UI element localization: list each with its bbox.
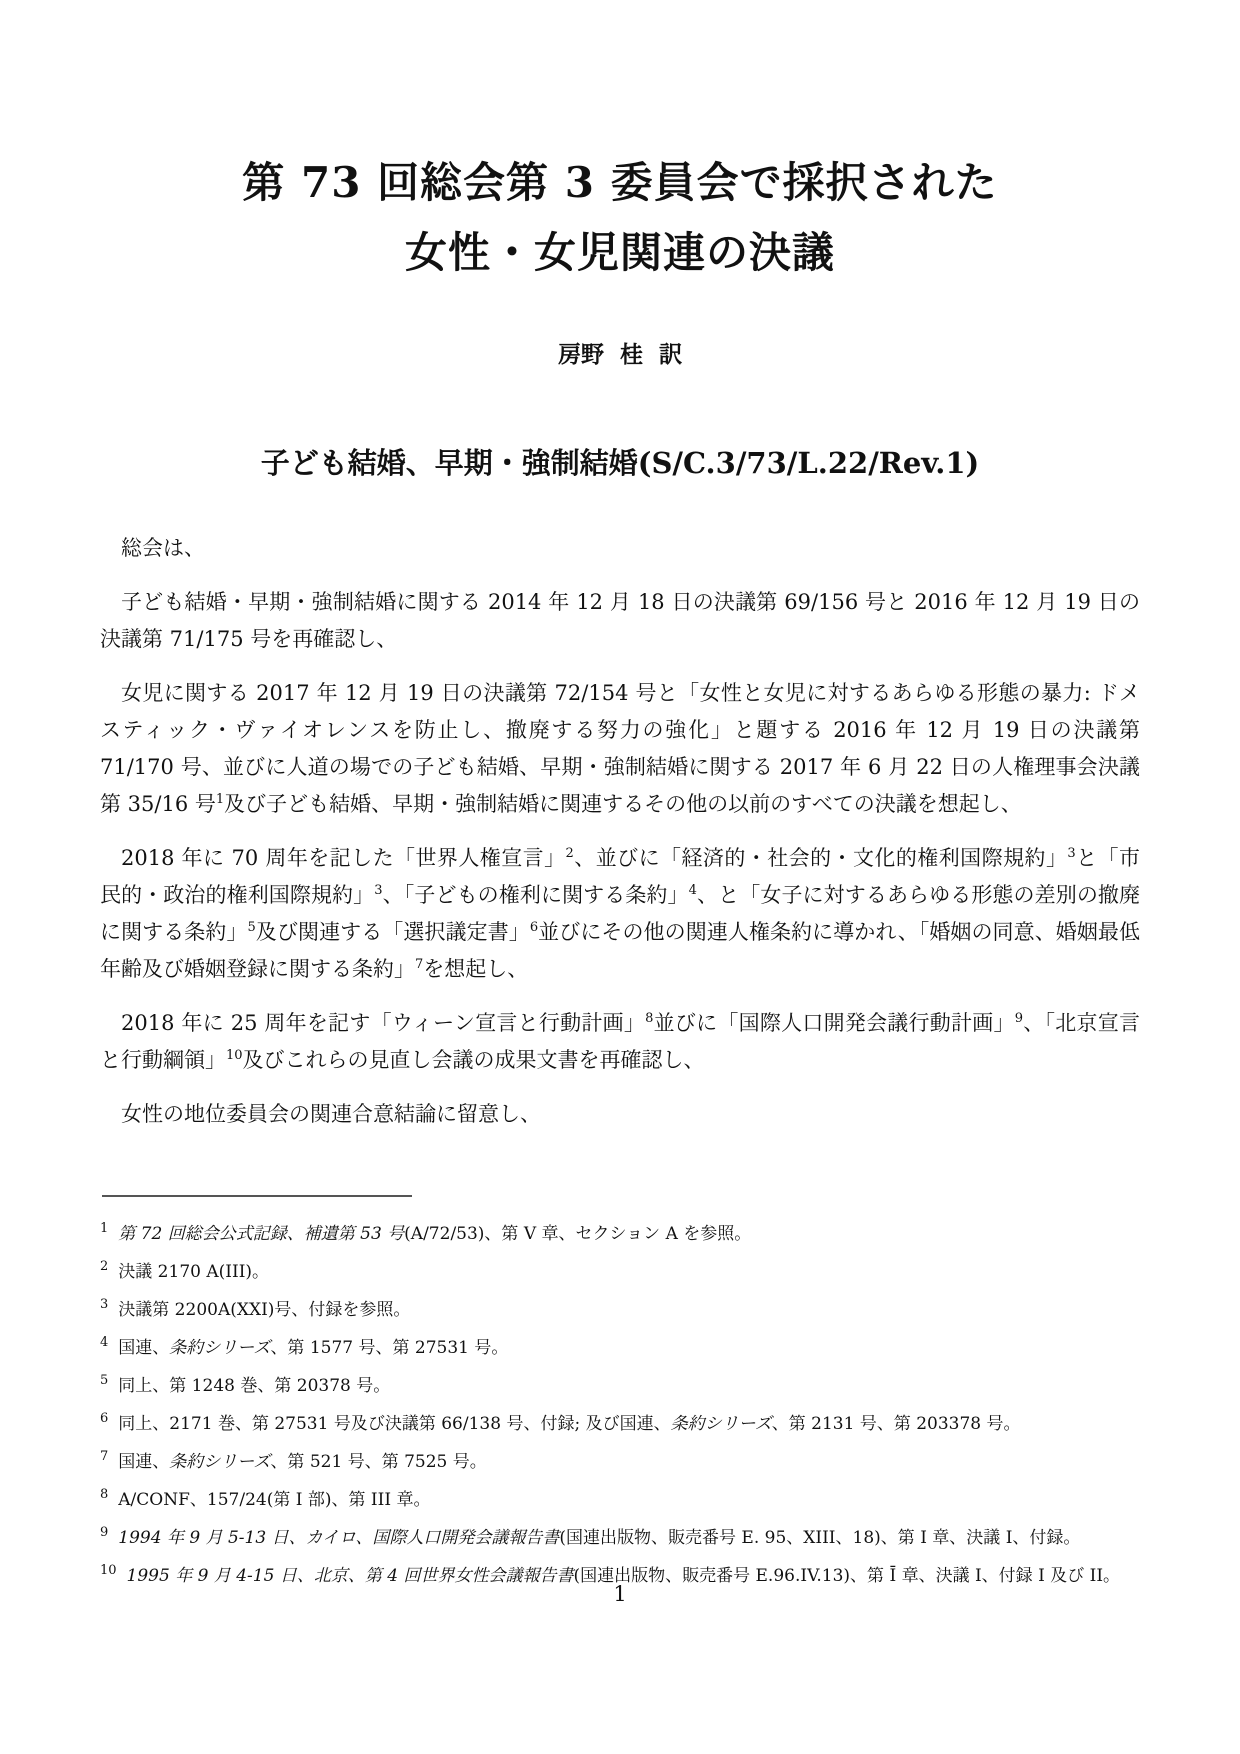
resolution-heading: 子ども結婚、早期・強制結婚(S/C.3/73/L.22/Rev.1) — [260, 446, 980, 480]
footnote-marker: 5 — [100, 1373, 109, 1389]
translator-credit: 房野 桂 訳 — [557, 341, 682, 368]
text-run: と「市民的・政治的権利国際規約」 — [100, 846, 1140, 907]
text-run: 、と「女子に対するあらゆる形態の差別の撤廃に関する条約」 — [100, 883, 1141, 944]
italic-text: 第 72 回総会公式記録、補遺第 53 号 — [118, 1224, 405, 1244]
footnote-item — [100, 1337, 1140, 1360]
text-run: (国連出版物、販売番号 E. 95、XIII、18)、第 I 章、決議 I、付録。 — [559, 1528, 1081, 1548]
footnote-marker: 1 — [100, 1221, 109, 1237]
resolution-body — [100, 530, 1140, 1133]
footnote-ref: 9 — [1014, 1011, 1024, 1026]
footnote-marker: 2 — [100, 1259, 109, 1275]
italic-text: 1995 年 9 月 4-15 日、北京、第 4 回世界女性会議報告書 — [126, 1566, 574, 1586]
text-run: 2018 年に 25 周年を記す「ウィーン宣言と行動計画」 — [121, 1011, 646, 1035]
footnote-item — [100, 1261, 1140, 1284]
footnote-item — [100, 1223, 1140, 1246]
footnote-item — [100, 1413, 1140, 1436]
footnote-ref: 6 — [529, 920, 539, 935]
text-run: 並びに「国際人口開発会議行動計画」 — [653, 1011, 1015, 1035]
italic-text: 条約シリーズ — [169, 1452, 271, 1472]
footnote-ref: 10 — [226, 1048, 243, 1063]
footnote-marker: 6 — [100, 1411, 109, 1427]
text-run: 、並びに「経済的・社会的・文化的権利国際規約」 — [573, 846, 1068, 870]
italic-text: 1994 年 9 月 5-13 日、カイロ、国際人口開発会議報告書 — [118, 1528, 560, 1548]
paragraph — [100, 1096, 1140, 1133]
footnote-ref: 7 — [415, 957, 424, 972]
text-run: 並びにその他の関連人権条約に導かれ、「婚姻の同意、婚姻最低年齢及び婚姻登録に関する条約」 — [100, 920, 1140, 981]
italic-text: 条約シリーズ — [670, 1414, 772, 1434]
footnote-ref: 3 — [1067, 846, 1076, 861]
text-run: A/CONF、157/24(第 I 部)、第 III 章。 — [118, 1490, 431, 1510]
text-run: 女児に関する 2017 年 12 月 19 日の決議第 72/154 号と「女性と女児に対するあらゆる形態の暴力: ドメスティック・ヴァイオレンスを防止し、撤廃する努力の強化」と題する 2016 年 12 月 19 日の決議第 71/170 号、並びに人道の場での子ども結婚、早期・強制結婚に関する 2017 年 6 月 22 日の人権理事会決議第 35/16 号 — [100, 681, 1140, 816]
footnote-marker: 10 — [100, 1563, 117, 1579]
footnote-marker: 8 — [100, 1487, 109, 1503]
footnote-item — [100, 1489, 1140, 1512]
text-run: 同上、第 1248 巻、第 20378 号。 — [118, 1376, 391, 1396]
footnote-ref: 4 — [688, 883, 697, 898]
text-run: 決議第 2200A(XXI)号、付録を参照。 — [118, 1300, 411, 1320]
footnote-ref: 5 — [247, 920, 256, 935]
document-title-line1: 第 73 回総会第 3 委員会で採択された — [242, 158, 998, 207]
footnote-item — [100, 1375, 1140, 1398]
text-run: 国連、 — [118, 1338, 170, 1358]
footnote-marker: 3 — [100, 1297, 109, 1313]
text-run: 同上、2171 巻、第 27531 号及び決議第 66/138 号、付録; 及び国連、 — [118, 1414, 671, 1434]
paragraph — [100, 1005, 1140, 1079]
text-run: 決議 2170 A(III)。 — [118, 1262, 270, 1282]
document-title-line2: 女性・女児関連の決議 — [404, 228, 835, 277]
text-run: 女性の地位委員会の関連合意結論に留意し、 — [121, 1102, 541, 1126]
text-run: 子ども結婚・早期・強制結婚に関する 2014 年 12 月 18 日の決議第 69/156 号と 2016 年 12 月 19 日の決議第 71/175 号を再確認し、 — [100, 590, 1140, 651]
footnote-item — [100, 1299, 1140, 1322]
footnote-ref: 2 — [565, 846, 574, 861]
footnote-separator — [102, 1195, 412, 1197]
page-number: 1 — [613, 1582, 627, 1606]
footnote-ref: 3 — [374, 883, 383, 898]
footnote-item — [100, 1527, 1140, 1550]
text-run: (国連出版物、販売番号 E.96.IV.13)、第 Ī 章、決議 I、付録 I 及び II。 — [573, 1566, 1121, 1586]
text-run: 2018 年に 70 周年を記した「世界人権宣言」 — [121, 846, 566, 870]
text-run: 及びこれらの見直し会議の成果文書を再確認し、 — [242, 1048, 705, 1072]
paragraph — [100, 675, 1140, 823]
footnote-marker: 9 — [100, 1525, 109, 1541]
text-run: 、第 2131 号、第 203378 号。 — [771, 1414, 1021, 1434]
paragraph — [100, 840, 1140, 988]
footnote-marker: 4 — [100, 1335, 109, 1351]
text-run: 、第 1577 号、第 27531 号。 — [270, 1338, 509, 1358]
text-run: 、「子どもの権利に関する条約」 — [382, 883, 689, 907]
text-run: 、「北京宣言と行動綱領」 — [100, 1011, 1141, 1072]
text-run: 、第 521 号、第 7525 号。 — [270, 1452, 487, 1472]
paragraph — [100, 530, 1140, 567]
footnote-ref: 1 — [215, 792, 225, 807]
text-run: (A/72/53)、第 V 章、セクション A を参照。 — [404, 1224, 752, 1244]
text-run: を想起し、 — [423, 957, 529, 981]
footnotes-section — [100, 1223, 1140, 1588]
text-run: 国連、 — [118, 1452, 170, 1472]
text-run: 及び子ども結婚、早期・強制結婚に関連するその他の以前のすべての決議を想起し、 — [224, 792, 1022, 816]
text-run: 総会は、 — [121, 536, 205, 560]
footnote-item — [100, 1451, 1140, 1474]
footnote-ref: 8 — [645, 1011, 654, 1026]
italic-text: 条約シリーズ — [169, 1338, 271, 1358]
text-run: 及び関連する「選択議定書」 — [255, 920, 530, 944]
footnote-marker: 7 — [100, 1449, 109, 1465]
paragraph — [100, 584, 1140, 658]
